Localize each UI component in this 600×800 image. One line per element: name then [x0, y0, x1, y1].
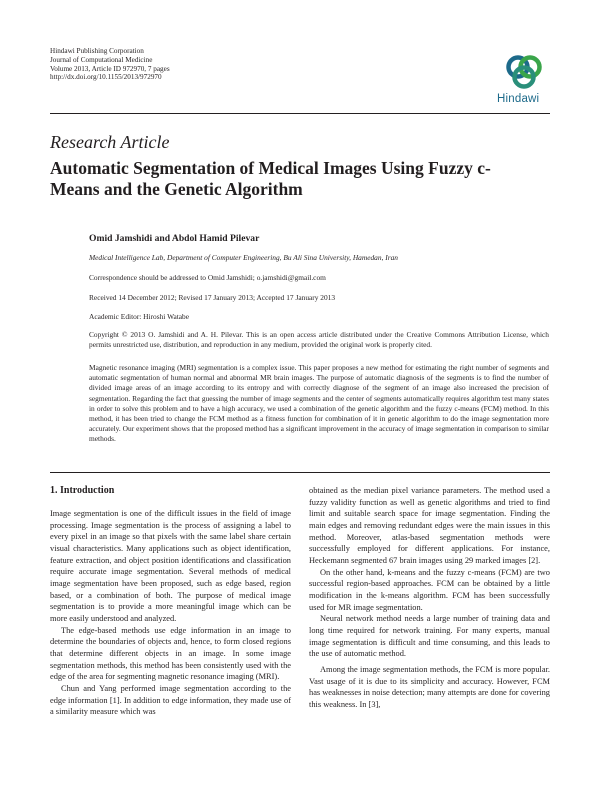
abstract: Magnetic resonance imaging (MRI) segmentation is a complex issue. This paper proposes a new method for estimating the right number of segments and automatic segmentation of human normal and abnormal MR brain images. The purpose of automatic diagnosis of the segments is to find the number of divided image areas of an image according to its entropy and with correctly diagnose of the segment of an image also increased the precision of segmentation. Regarding the fact that guessing the number of image segments and the center of segments automatically requires algorithm test many states in order to solve this problem and to have a high accuracy, we used a combination of the genetic algorithm and the fuzzy c-means (FCM) method. In this method, it has been tried to change the FCM method as a fitness function for combination of it in genetic algorithm to do the image segmentation more accurately. Our experiment shows that the proposed method has a significant improvement in the accuracy of image segmentation in comparison to similar methods. [89, 363, 549, 444]
header-rule [50, 113, 550, 114]
article-title: Automatic Segmentation of Medical Images Using Fuzzy c-Means and the Genetic Algorithm [50, 158, 491, 199]
paragraph: On the other hand, k-means and the fuzzy c-means (FCM) are two successful region-based approaches. FCM can be obtained by a little modification in the k-means algorithm. FCM has been successfully used for MR image segmentation. [309, 567, 550, 612]
doi-line[interactable]: http://dx.doi.org/10.1155/2013/972970 [50, 73, 162, 82]
academic-editor: Academic Editor: Hiroshi Watabe [89, 312, 190, 321]
paragraph: Among the image segmentation methods, the FCM is more popular. Vast usage of it is due to its simplicity and accuracy. However, FCM has weaknesses in noise detection; many attempts are done for covering this weakness. In [3], [309, 664, 550, 709]
body-column-left [50, 485, 291, 718]
abstract-rule [50, 472, 550, 473]
volume-line: Volume 2013, Article ID 972970, 7 pages [50, 64, 170, 73]
publisher-line: Hindawi Publishing Corporation [50, 47, 144, 55]
copyright-notice: Copyright © 2013 O. Jamshidi and A. H. Pilevar. This is an open access article distributed under the Creative Commons Attribution License, which permits unrestricted use, distribution, and reproduction in any medium, provided the original work is properly cited. [89, 330, 549, 349]
paragraph: Chun and Yang performed image segmentation according to the edge information [1]. In addition to edge information, they made use of a similarity measure which was [50, 683, 291, 717]
paragraph: Neural network method needs a large number of training data and long time required for network training. For many experts, manual image segmentation is difficult and time consuming, and this leads to the use of automatic method. [309, 614, 550, 659]
article-type: Research Article [50, 132, 170, 152]
paragraph: obtained as the median pixel variance parameters. The method used a fuzzy validity function as well as genetic algorithms and tried to find limit and suitable search space for image segmentation. Finding the main edges and removing redundant edges were the main issues in this method. Moreover, atlas-based segmentation methods were successfully employed for different applications. For instance, Heckemann segmented 67 brain images using 29 marked images [2]. [309, 486, 550, 565]
journal-line: Journal of Computational Medicine [50, 55, 153, 64]
authors: Omid Jamshidi and Abdol Hamid Pilevar [89, 233, 260, 244]
paragraph: The edge-based methods use edge information in an image to determine the boundaries of objects and, hence, to form closed regions that determine different objects in an image. In some image segmentation methods, this method has been consistently used with the edge of the area for segmenting magnetic resonance imaging (MRI). [50, 625, 291, 682]
journal-header [50, 47, 170, 82]
body-column-right [309, 485, 550, 710]
hindawi-logo-text: Hindawi [497, 93, 540, 105]
section-heading: 1. Introduction [50, 485, 115, 496]
article-dates: Received 14 December 2012; Revised 17 January 2013; Accepted 17 January 2013 [89, 293, 336, 302]
affiliation: Medical Intelligence Lab, Department of Computer Engineering, Bu Ali Sina University, Hamedan, Iran [89, 253, 398, 262]
paragraph: Image segmentation is one of the difficult issues in the field of image processing. Image segmentation is the process of assigning a label to every pixel in an image so that pixels with the same label share certain visual characteristics. Many applications such as object identification, feature extraction, and object position identifications and classification require accurate image segmentation. Several methods of medical image segmentation have been proposed, such as edge based, region based, or a combination of both. The purpose of medical image segmentation is to provide a more meaningful image which can be more easily understood and analyzed. [50, 509, 291, 623]
correspondence: Correspondence should be addressed to Omid Jamshidi; o.jamshidi@gmail.com [89, 273, 326, 282]
